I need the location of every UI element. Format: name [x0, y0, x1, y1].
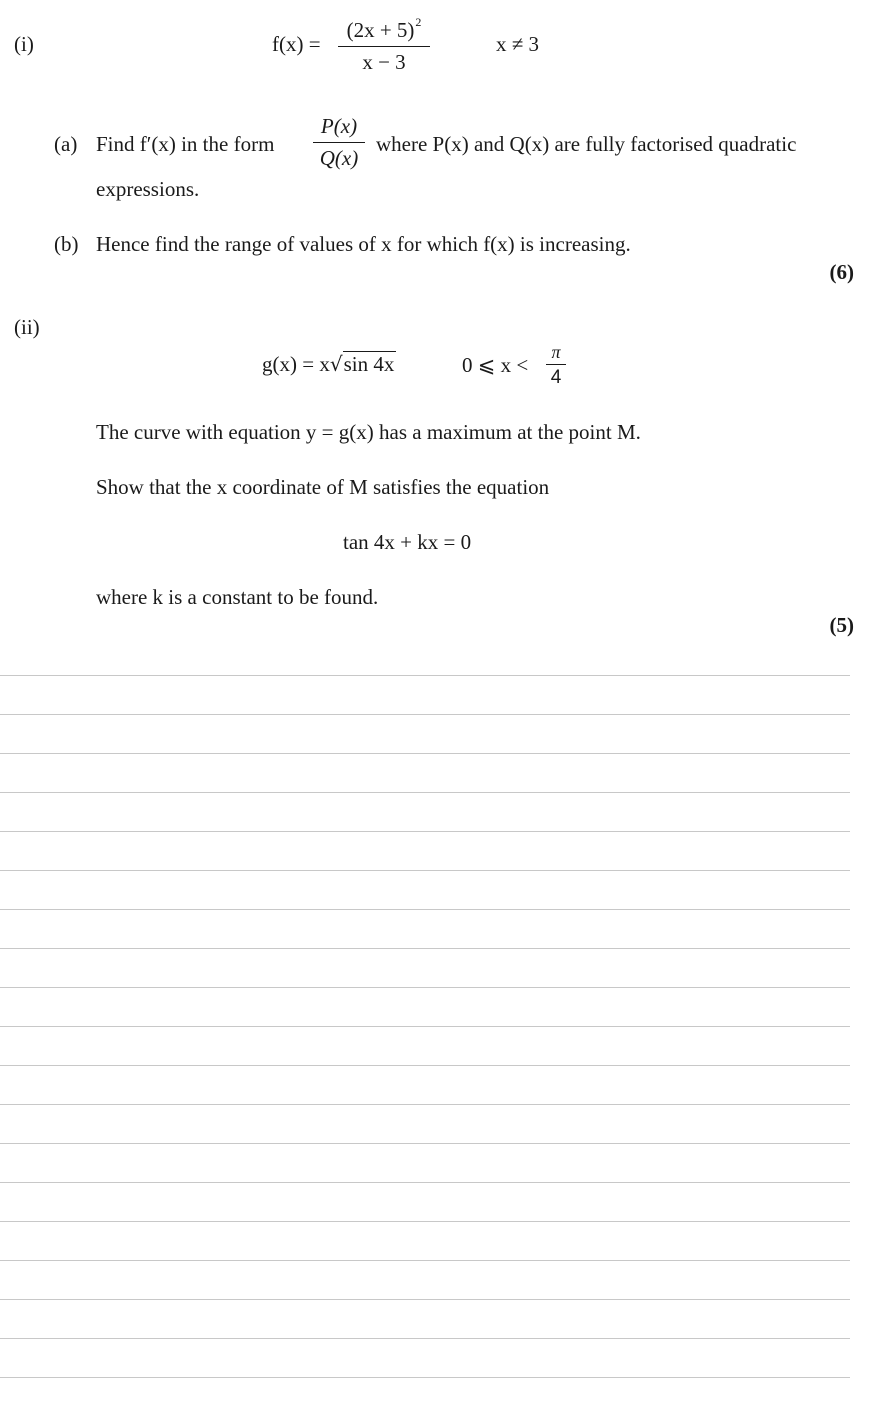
answer-line[interactable]	[0, 987, 850, 988]
part-a-text-start: Find f′(x) in the form	[96, 132, 275, 156]
part-ii-line2: Show that the x coordinate of M satisfies the equation	[96, 475, 550, 499]
answer-line[interactable]	[0, 1299, 850, 1300]
f-numerator-exponent: 2	[415, 15, 422, 29]
answer-line[interactable]	[0, 1065, 850, 1066]
answer-line[interactable]	[0, 1377, 850, 1378]
f-lhs: f(x) =	[272, 32, 321, 56]
answer-line[interactable]	[0, 948, 850, 949]
g-radicand: sin 4x	[343, 352, 395, 376]
pq-fraction-bar	[313, 142, 365, 143]
f-fraction	[338, 16, 430, 73]
part-ii-label: (ii)	[14, 315, 40, 339]
f-denominator: x − 3	[362, 50, 406, 74]
answer-line[interactable]	[0, 714, 850, 715]
pi-fraction-bar	[546, 364, 566, 365]
answer-line[interactable]	[0, 1143, 850, 1144]
part-ii-line3: where k is a constant to be found.	[96, 585, 379, 609]
part-b-text: Hence find the range of values of x for which f(x) is increasing.	[96, 232, 631, 256]
answer-line[interactable]	[0, 870, 850, 871]
answer-line[interactable]	[0, 1338, 850, 1339]
answer-line[interactable]	[0, 792, 850, 793]
answer-line[interactable]	[0, 675, 850, 676]
g-expression	[262, 352, 396, 377]
f-fraction-bar	[338, 46, 430, 47]
f-domain: x ≠ 3	[496, 32, 540, 56]
pi-over-4	[546, 343, 566, 387]
answer-line[interactable]	[0, 1182, 850, 1183]
f-numerator-base: (2x + 5)	[346, 18, 415, 42]
f-numerator	[338, 16, 430, 41]
part-ii-line1: The curve with equation y = g(x) has a maximum at the point M.	[96, 420, 641, 444]
part-i-marks: (6)	[829, 260, 854, 284]
part-ii-equation: tan 4x + kx = 0	[343, 530, 472, 554]
g-lhs: g(x) = x	[262, 352, 330, 376]
pi-denominator: 4	[550, 367, 562, 388]
part-a-text-cont: expressions.	[96, 177, 200, 201]
pq-denominator: Q(x)	[319, 146, 359, 170]
part-a-text-end: where P(x) and Q(x) are fully factorised quadratic	[376, 132, 797, 156]
answer-line[interactable]	[0, 753, 850, 754]
part-b-label: (b)	[54, 232, 79, 256]
answer-line[interactable]	[0, 831, 850, 832]
part-a-label: (a)	[54, 132, 78, 156]
pq-numerator: P(x)	[320, 114, 358, 138]
answer-line[interactable]	[0, 1026, 850, 1027]
answer-line[interactable]	[0, 1260, 850, 1261]
pq-fraction	[313, 116, 365, 169]
part-ii-marks: (5)	[829, 613, 854, 637]
g-domain-left: 0 ⩽ x <	[462, 353, 529, 377]
part-i-label: (i)	[14, 32, 34, 56]
answer-line[interactable]	[0, 909, 850, 910]
pi-numerator: π	[551, 342, 561, 362]
sqrt-symbol: √sin 4x	[329, 352, 395, 376]
answer-line[interactable]	[0, 1221, 850, 1222]
answer-line[interactable]	[0, 1104, 850, 1105]
